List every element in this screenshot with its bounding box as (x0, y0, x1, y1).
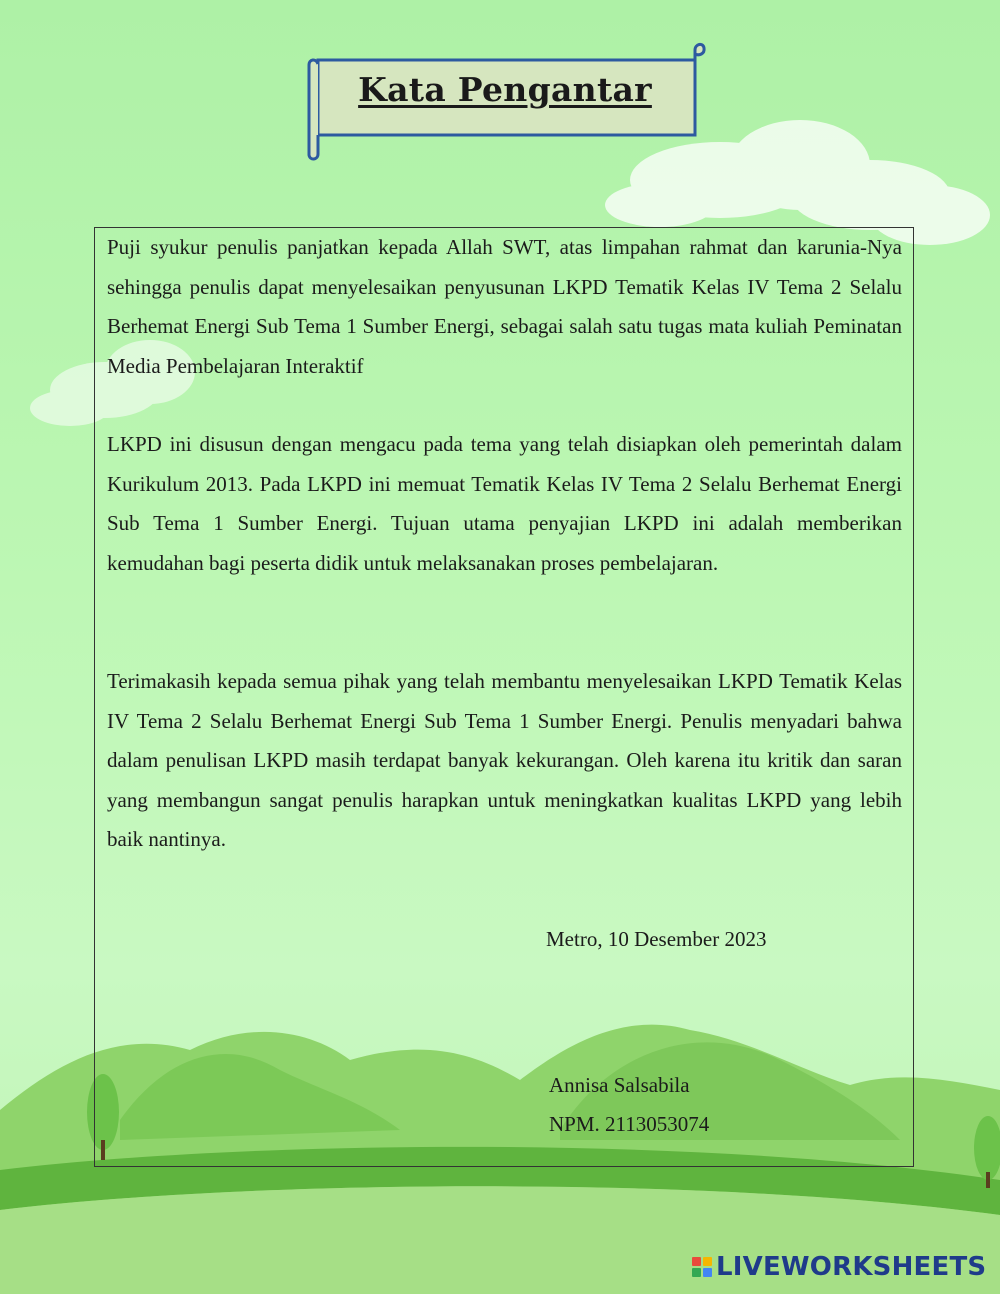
signature-place-date: Metro, 10 Desember 2023 (546, 927, 767, 951)
logo-tile-v (692, 1268, 701, 1277)
logo-tile-i (703, 1257, 712, 1266)
liveworksheets-logo-icon (692, 1257, 712, 1277)
paragraph-purpose: LKPD ini disusun dengan mengacu pada tema yang telah disiapkan oleh pemerintah dalam Kurikulum 2013. Pada LKPD ini memuat Tematik Kelas IV Tema 2 Selalu Berhemat Energi Sub Tema 1 Sumber Energi. Tujuan utama penyajian LKPD ini adalah memberikan kemudahan bagi peserta didik untuk melaksanakan proses pembelajaran. (107, 432, 902, 575)
logo-tile-e (703, 1268, 712, 1277)
signature-name: Annisa Salsabila (549, 1073, 690, 1097)
liveworksheets-brand (692, 1252, 986, 1282)
paragraph-intro: Puji syukur penulis panjatkan kepada Allah SWT, atas limpahan rahmat dan karunia-Nya sehingga penulis dapat menyelesaikan penyusunan LKPD Tematik Kelas IV Tema 2 Selalu Berhemat Energi Sub Tema 1 Sumber Energi, sebagai salah satu tugas mata kuliah Peminatan Media Pembelajaran Interaktif (107, 235, 902, 378)
brand-name: LIVEWORKSHEETS (716, 1252, 987, 1282)
page-title: Kata Pengantar (358, 70, 652, 109)
signature-npm: NPM. 2113053074 (549, 1112, 710, 1136)
paragraph-thanks: Terimakasih kepada semua pihak yang telah membantu menyelesaikan LKPD Tematik Kelas IV Tema 2 Selalu Berhemat Energi Sub Tema 1 Sumber Energi. Penulis menyadari bahwa dalam penulisan LKPD masih terdapat banyak kekurangan. Oleh karena itu kritik dan saran yang membangun sangat penulis harapkan untuk meningkatkan kualitas LKPD yang lebih baik nantinya. (107, 669, 902, 851)
logo-tile-l (692, 1257, 701, 1266)
